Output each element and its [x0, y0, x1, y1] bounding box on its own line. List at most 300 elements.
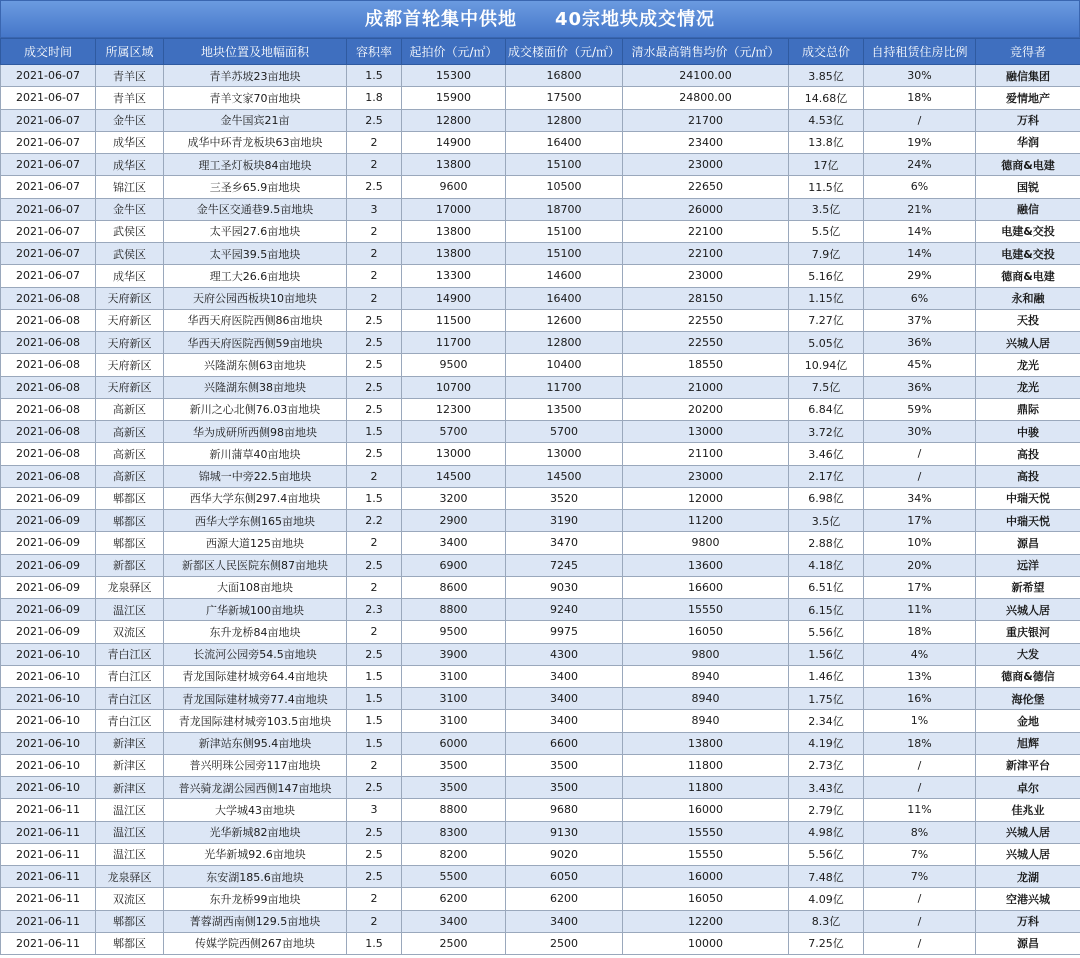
- cell-plot-location: 太平园27.6亩地块: [164, 220, 347, 242]
- cell-district: 新津区: [96, 777, 164, 799]
- cell-total-price: 6.98亿: [789, 487, 864, 509]
- cell-district: 温江区: [96, 843, 164, 865]
- cell-max-sale-price: 9800: [623, 643, 789, 665]
- cell-winner: 源昌: [976, 532, 1080, 554]
- table-row: [1, 287, 1080, 309]
- cell-total-price: 5.16亿: [789, 265, 864, 287]
- cell-deal-date: 2021-06-11: [1, 843, 96, 865]
- cell-plot-ratio: 2.5: [347, 332, 402, 354]
- cell-winner: 重庆银河: [976, 621, 1080, 643]
- cell-district: 锦江区: [96, 176, 164, 198]
- cell-floor-price: 7245: [506, 554, 623, 576]
- cell-district: 温江区: [96, 599, 164, 621]
- cell-deal-date: 2021-06-09: [1, 510, 96, 532]
- table-row: [1, 243, 1080, 265]
- cell-starting-price: 13300: [402, 265, 506, 287]
- cell-floor-price: 15100: [506, 154, 623, 176]
- cell-max-sale-price: 22100: [623, 220, 789, 242]
- table-row: [1, 688, 1080, 710]
- cell-deal-date: 2021-06-08: [1, 287, 96, 309]
- cell-deal-date: 2021-06-07: [1, 220, 96, 242]
- cell-district: 天府新区: [96, 287, 164, 309]
- cell-plot-location: 兴隆湖东侧38亩地块: [164, 376, 347, 398]
- cell-deal-date: 2021-06-10: [1, 643, 96, 665]
- cell-deal-date: 2021-06-08: [1, 354, 96, 376]
- cell-plot-ratio: 2.5: [347, 354, 402, 376]
- table-row: [1, 354, 1080, 376]
- cell-starting-price: 3500: [402, 777, 506, 799]
- cell-rental-ratio: /: [864, 443, 976, 465]
- table-row: [1, 220, 1080, 242]
- cell-rental-ratio: 17%: [864, 510, 976, 532]
- cell-starting-price: 13800: [402, 220, 506, 242]
- cell-floor-price: 3500: [506, 754, 623, 776]
- table-row: [1, 198, 1080, 220]
- cell-total-price: 2.88亿: [789, 532, 864, 554]
- cell-floor-price: 16800: [506, 65, 623, 87]
- cell-plot-ratio: 2: [347, 131, 402, 153]
- cell-total-price: 4.53亿: [789, 109, 864, 131]
- cell-deal-date: 2021-06-08: [1, 309, 96, 331]
- cell-rental-ratio: 7%: [864, 843, 976, 865]
- cell-plot-ratio: 2: [347, 154, 402, 176]
- cell-deal-date: 2021-06-07: [1, 65, 96, 87]
- cell-plot-location: 东升龙桥84亩地块: [164, 621, 347, 643]
- cell-plot-ratio: 2.5: [347, 777, 402, 799]
- cell-district: 青羊区: [96, 65, 164, 87]
- cell-plot-location: 新津站东侧95.4亩地块: [164, 732, 347, 754]
- cell-rental-ratio: 24%: [864, 154, 976, 176]
- cell-winner: 龙湖: [976, 866, 1080, 888]
- cell-total-price: 4.98亿: [789, 821, 864, 843]
- table-row: [1, 665, 1080, 687]
- cell-deal-date: 2021-06-11: [1, 799, 96, 821]
- cell-plot-ratio: 2: [347, 220, 402, 242]
- cell-total-price: 4.19亿: [789, 732, 864, 754]
- cell-winner: 爱情地产: [976, 87, 1080, 109]
- cell-rental-ratio: 6%: [864, 287, 976, 309]
- cell-floor-price: 3400: [506, 665, 623, 687]
- cell-deal-date: 2021-06-07: [1, 154, 96, 176]
- cell-deal-date: 2021-06-07: [1, 198, 96, 220]
- cell-deal-date: 2021-06-08: [1, 443, 96, 465]
- cell-deal-date: 2021-06-07: [1, 265, 96, 287]
- cell-winner: 天投: [976, 309, 1080, 331]
- cell-district: 郫都区: [96, 932, 164, 954]
- cell-deal-date: 2021-06-10: [1, 732, 96, 754]
- cell-starting-price: 14900: [402, 287, 506, 309]
- cell-winner: 融信: [976, 198, 1080, 220]
- cell-plot-location: 普兴明珠公园旁117亩地块: [164, 754, 347, 776]
- cell-floor-price: 9030: [506, 576, 623, 598]
- cell-district: 天府新区: [96, 309, 164, 331]
- table-row: [1, 866, 1080, 888]
- cell-max-sale-price: 10000: [623, 932, 789, 954]
- cell-total-price: 10.94亿: [789, 354, 864, 376]
- cell-deal-date: 2021-06-08: [1, 332, 96, 354]
- cell-plot-location: 东安湖185.6亩地块: [164, 866, 347, 888]
- cell-plot-location: 光华新城82亩地块: [164, 821, 347, 843]
- cell-district: 青白江区: [96, 688, 164, 710]
- cell-floor-price: 14600: [506, 265, 623, 287]
- cell-winner: 海伦堡: [976, 688, 1080, 710]
- cell-plot-location: 传媒学院西侧267亩地块: [164, 932, 347, 954]
- cell-district: 温江区: [96, 821, 164, 843]
- cell-winner: 兴城人居: [976, 599, 1080, 621]
- cell-district: 新津区: [96, 754, 164, 776]
- cell-district: 高新区: [96, 421, 164, 443]
- cell-floor-price: 10400: [506, 354, 623, 376]
- cell-district: 金牛区: [96, 198, 164, 220]
- cell-total-price: 5.56亿: [789, 621, 864, 643]
- cell-starting-price: 12300: [402, 398, 506, 420]
- table-row: [1, 777, 1080, 799]
- cell-starting-price: 11700: [402, 332, 506, 354]
- cell-max-sale-price: 16050: [623, 888, 789, 910]
- cell-starting-price: 5500: [402, 866, 506, 888]
- table-row: [1, 821, 1080, 843]
- cell-plot-ratio: 2.5: [347, 443, 402, 465]
- cell-total-price: 3.43亿: [789, 777, 864, 799]
- cell-plot-location: 普兴骑龙湖公园西侧147亩地块: [164, 777, 347, 799]
- table-row: [1, 154, 1080, 176]
- cell-plot-location: 天府公园西板块10亩地块: [164, 287, 347, 309]
- cell-total-price: 1.56亿: [789, 643, 864, 665]
- table-row: [1, 309, 1080, 331]
- cell-deal-date: 2021-06-11: [1, 910, 96, 932]
- table-row: [1, 532, 1080, 554]
- cell-total-price: 1.15亿: [789, 287, 864, 309]
- cell-total-price: 17亿: [789, 154, 864, 176]
- cell-starting-price: 3400: [402, 910, 506, 932]
- cell-starting-price: 3100: [402, 710, 506, 732]
- cell-plot-ratio: 1.5: [347, 688, 402, 710]
- cell-starting-price: 3900: [402, 643, 506, 665]
- cell-starting-price: 3200: [402, 487, 506, 509]
- cell-plot-ratio: 2.5: [347, 866, 402, 888]
- cell-rental-ratio: 1%: [864, 710, 976, 732]
- cell-total-price: 4.09亿: [789, 888, 864, 910]
- cell-plot-location: 理工圣灯板块84亩地块: [164, 154, 347, 176]
- cell-starting-price: 14500: [402, 465, 506, 487]
- cell-plot-location: 金牛区交通巷9.5亩地块: [164, 198, 347, 220]
- cell-plot-ratio: 2: [347, 910, 402, 932]
- cell-plot-location: 新都区人民医院东侧87亩地块: [164, 554, 347, 576]
- sheet-title: 成都首轮集中供地 40宗地块成交情况: [0, 0, 1080, 38]
- cell-deal-date: 2021-06-09: [1, 576, 96, 598]
- cell-total-price: 7.5亿: [789, 376, 864, 398]
- cell-plot-ratio: 1.5: [347, 665, 402, 687]
- cell-winner: 新津平台: [976, 754, 1080, 776]
- cell-rental-ratio: 29%: [864, 265, 976, 287]
- cell-district: 天府新区: [96, 376, 164, 398]
- cell-plot-location: 新川蒲草40亩地块: [164, 443, 347, 465]
- cell-plot-ratio: 2.3: [347, 599, 402, 621]
- cell-plot-ratio: 1.5: [347, 487, 402, 509]
- header-starting-price: 起拍价（元/㎡）: [402, 39, 506, 65]
- cell-floor-price: 9680: [506, 799, 623, 821]
- cell-deal-date: 2021-06-09: [1, 554, 96, 576]
- cell-deal-date: 2021-06-09: [1, 621, 96, 643]
- cell-winner: 兴城人居: [976, 821, 1080, 843]
- cell-plot-ratio: 3: [347, 799, 402, 821]
- cell-total-price: 2.73亿: [789, 754, 864, 776]
- table-row: [1, 932, 1080, 954]
- cell-rental-ratio: 6%: [864, 176, 976, 198]
- cell-district: 武侯区: [96, 220, 164, 242]
- table-row: [1, 443, 1080, 465]
- cell-floor-price: 17500: [506, 87, 623, 109]
- cell-floor-price: 9020: [506, 843, 623, 865]
- cell-total-price: 2.34亿: [789, 710, 864, 732]
- cell-rental-ratio: 10%: [864, 532, 976, 554]
- cell-deal-date: 2021-06-08: [1, 398, 96, 420]
- cell-max-sale-price: 11800: [623, 754, 789, 776]
- cell-rental-ratio: 36%: [864, 376, 976, 398]
- cell-rental-ratio: 7%: [864, 866, 976, 888]
- cell-max-sale-price: 8940: [623, 688, 789, 710]
- cell-plot-ratio: 3: [347, 198, 402, 220]
- cell-district: 青羊区: [96, 87, 164, 109]
- cell-winner: 华润: [976, 131, 1080, 153]
- cell-rental-ratio: 59%: [864, 398, 976, 420]
- cell-rental-ratio: /: [864, 754, 976, 776]
- cell-total-price: 3.5亿: [789, 510, 864, 532]
- cell-district: 成华区: [96, 131, 164, 153]
- cell-max-sale-price: 16050: [623, 621, 789, 643]
- cell-plot-ratio: 2.5: [347, 554, 402, 576]
- cell-starting-price: 8600: [402, 576, 506, 598]
- cell-rental-ratio: 19%: [864, 131, 976, 153]
- cell-district: 双流区: [96, 621, 164, 643]
- cell-rental-ratio: 21%: [864, 198, 976, 220]
- cell-district: 龙泉驿区: [96, 576, 164, 598]
- cell-winner: 融信集团: [976, 65, 1080, 87]
- cell-starting-price: 17000: [402, 198, 506, 220]
- cell-total-price: 6.51亿: [789, 576, 864, 598]
- cell-deal-date: 2021-06-10: [1, 710, 96, 732]
- cell-district: 成华区: [96, 154, 164, 176]
- cell-max-sale-price: 23000: [623, 265, 789, 287]
- header-winner: 竞得者: [976, 39, 1080, 65]
- cell-starting-price: 13000: [402, 443, 506, 465]
- cell-starting-price: 9500: [402, 354, 506, 376]
- cell-total-price: 2.79亿: [789, 799, 864, 821]
- cell-plot-ratio: 2: [347, 265, 402, 287]
- cell-winner: 高投: [976, 465, 1080, 487]
- cell-total-price: 3.85亿: [789, 65, 864, 87]
- cell-winner: 中骏: [976, 421, 1080, 443]
- cell-plot-location: 三圣乡65.9亩地块: [164, 176, 347, 198]
- cell-total-price: 8.3亿: [789, 910, 864, 932]
- cell-starting-price: 12800: [402, 109, 506, 131]
- cell-max-sale-price: 15550: [623, 599, 789, 621]
- header-deal-date: 成交时间: [1, 39, 96, 65]
- cell-plot-ratio: 2.5: [347, 821, 402, 843]
- cell-max-sale-price: 8940: [623, 665, 789, 687]
- cell-rental-ratio: 18%: [864, 732, 976, 754]
- cell-district: 青白江区: [96, 710, 164, 732]
- cell-plot-location: 西华大学东侧165亩地块: [164, 510, 347, 532]
- table-row: [1, 465, 1080, 487]
- cell-district: 高新区: [96, 465, 164, 487]
- cell-deal-date: 2021-06-10: [1, 688, 96, 710]
- cell-max-sale-price: 9800: [623, 532, 789, 554]
- cell-floor-price: 9975: [506, 621, 623, 643]
- cell-max-sale-price: 13800: [623, 732, 789, 754]
- cell-district: 成华区: [96, 265, 164, 287]
- cell-winner: 佳兆业: [976, 799, 1080, 821]
- cell-total-price: 7.27亿: [789, 309, 864, 331]
- cell-winner: 新希望: [976, 576, 1080, 598]
- cell-deal-date: 2021-06-10: [1, 754, 96, 776]
- cell-floor-price: 18700: [506, 198, 623, 220]
- table-row: [1, 643, 1080, 665]
- header-row: [1, 39, 1080, 65]
- cell-floor-price: 16400: [506, 131, 623, 153]
- cell-floor-price: 9130: [506, 821, 623, 843]
- cell-plot-location: 青龙国际建材城旁103.5亩地块: [164, 710, 347, 732]
- table-row: [1, 599, 1080, 621]
- cell-starting-price: 13800: [402, 154, 506, 176]
- cell-starting-price: 8300: [402, 821, 506, 843]
- cell-district: 天府新区: [96, 354, 164, 376]
- cell-rental-ratio: 37%: [864, 309, 976, 331]
- table-row: [1, 510, 1080, 532]
- cell-total-price: 7.25亿: [789, 932, 864, 954]
- cell-floor-price: 15100: [506, 243, 623, 265]
- cell-rental-ratio: 4%: [864, 643, 976, 665]
- cell-plot-ratio: 2.5: [347, 309, 402, 331]
- cell-plot-location: 理工大26.6亩地块: [164, 265, 347, 287]
- cell-winner: 高投: [976, 443, 1080, 465]
- header-floor-price: 成交楼面价（元/㎡）: [506, 39, 623, 65]
- cell-rental-ratio: 8%: [864, 821, 976, 843]
- cell-district: 郫都区: [96, 487, 164, 509]
- cell-plot-ratio: 2: [347, 465, 402, 487]
- cell-plot-ratio: 2.5: [347, 176, 402, 198]
- cell-deal-date: 2021-06-10: [1, 665, 96, 687]
- cell-winner: 中瑞天悦: [976, 487, 1080, 509]
- cell-rental-ratio: 34%: [864, 487, 976, 509]
- cell-starting-price: 10700: [402, 376, 506, 398]
- cell-winner: 兴城人居: [976, 843, 1080, 865]
- cell-winner: 万科: [976, 910, 1080, 932]
- cell-total-price: 11.5亿: [789, 176, 864, 198]
- cell-floor-price: 2500: [506, 932, 623, 954]
- cell-deal-date: 2021-06-08: [1, 376, 96, 398]
- cell-max-sale-price: 15550: [623, 821, 789, 843]
- cell-floor-price: 12600: [506, 309, 623, 331]
- cell-winner: 德商&德信: [976, 665, 1080, 687]
- cell-rental-ratio: /: [864, 910, 976, 932]
- cell-rental-ratio: /: [864, 777, 976, 799]
- cell-max-sale-price: 21700: [623, 109, 789, 131]
- cell-plot-ratio: 2: [347, 243, 402, 265]
- cell-max-sale-price: 28150: [623, 287, 789, 309]
- cell-plot-location: 长流河公园旁54.5亩地块: [164, 643, 347, 665]
- cell-max-sale-price: 22550: [623, 332, 789, 354]
- cell-plot-location: 光华新城92.6亩地块: [164, 843, 347, 865]
- cell-starting-price: 2500: [402, 932, 506, 954]
- cell-rental-ratio: 11%: [864, 799, 976, 821]
- cell-district: 郫都区: [96, 910, 164, 932]
- cell-district: 新都区: [96, 554, 164, 576]
- cell-winner: 鼎际: [976, 398, 1080, 420]
- cell-plot-location: 青龙国际建材城旁77.4亩地块: [164, 688, 347, 710]
- cell-floor-price: 3400: [506, 910, 623, 932]
- cell-plot-ratio: 2: [347, 754, 402, 776]
- cell-deal-date: 2021-06-07: [1, 109, 96, 131]
- cell-floor-price: 13500: [506, 398, 623, 420]
- cell-winner: 电建&交投: [976, 220, 1080, 242]
- cell-district: 天府新区: [96, 332, 164, 354]
- cell-district: 新津区: [96, 732, 164, 754]
- cell-starting-price: 6000: [402, 732, 506, 754]
- cell-deal-date: 2021-06-09: [1, 599, 96, 621]
- cell-starting-price: 9600: [402, 176, 506, 198]
- cell-total-price: 5.56亿: [789, 843, 864, 865]
- cell-starting-price: 13800: [402, 243, 506, 265]
- cell-starting-price: 3400: [402, 532, 506, 554]
- cell-deal-date: 2021-06-11: [1, 932, 96, 954]
- cell-plot-location: 西华大学东侧297.4亩地块: [164, 487, 347, 509]
- cell-max-sale-price: 21100: [623, 443, 789, 465]
- cell-rental-ratio: 11%: [864, 599, 976, 621]
- cell-plot-location: 青羊苏坡23亩地块: [164, 65, 347, 87]
- cell-total-price: 4.18亿: [789, 554, 864, 576]
- cell-max-sale-price: 23400: [623, 131, 789, 153]
- cell-max-sale-price: 11200: [623, 510, 789, 532]
- cell-plot-location: 西源大道125亩地块: [164, 532, 347, 554]
- cell-floor-price: 5700: [506, 421, 623, 443]
- cell-max-sale-price: 23000: [623, 465, 789, 487]
- cell-starting-price: 9500: [402, 621, 506, 643]
- table-row: [1, 554, 1080, 576]
- header-total-price: 成交总价: [789, 39, 864, 65]
- cell-floor-price: 15100: [506, 220, 623, 242]
- cell-total-price: 5.05亿: [789, 332, 864, 354]
- cell-winner: 德商&电建: [976, 265, 1080, 287]
- cell-winner: 源昌: [976, 932, 1080, 954]
- cell-deal-date: 2021-06-11: [1, 866, 96, 888]
- cell-rental-ratio: 14%: [864, 220, 976, 242]
- cell-district: 武侯区: [96, 243, 164, 265]
- cell-deal-date: 2021-06-11: [1, 888, 96, 910]
- land-deals-table: [0, 38, 1080, 955]
- cell-total-price: 13.8亿: [789, 131, 864, 153]
- cell-rental-ratio: 18%: [864, 87, 976, 109]
- cell-starting-price: 6900: [402, 554, 506, 576]
- cell-max-sale-price: 16000: [623, 799, 789, 821]
- cell-starting-price: 15900: [402, 87, 506, 109]
- cell-max-sale-price: 12200: [623, 910, 789, 932]
- cell-total-price: 5.5亿: [789, 220, 864, 242]
- cell-district: 郫都区: [96, 532, 164, 554]
- cell-winner: 金地: [976, 710, 1080, 732]
- cell-floor-price: 12800: [506, 332, 623, 354]
- cell-total-price: 2.17亿: [789, 465, 864, 487]
- cell-starting-price: 3100: [402, 688, 506, 710]
- cell-max-sale-price: 13000: [623, 421, 789, 443]
- cell-winner: 万科: [976, 109, 1080, 131]
- cell-district: 高新区: [96, 443, 164, 465]
- cell-rental-ratio: 18%: [864, 621, 976, 643]
- cell-plot-ratio: 2: [347, 576, 402, 598]
- cell-winner: 德商&电建: [976, 154, 1080, 176]
- cell-total-price: 6.84亿: [789, 398, 864, 420]
- cell-winner: 电建&交投: [976, 243, 1080, 265]
